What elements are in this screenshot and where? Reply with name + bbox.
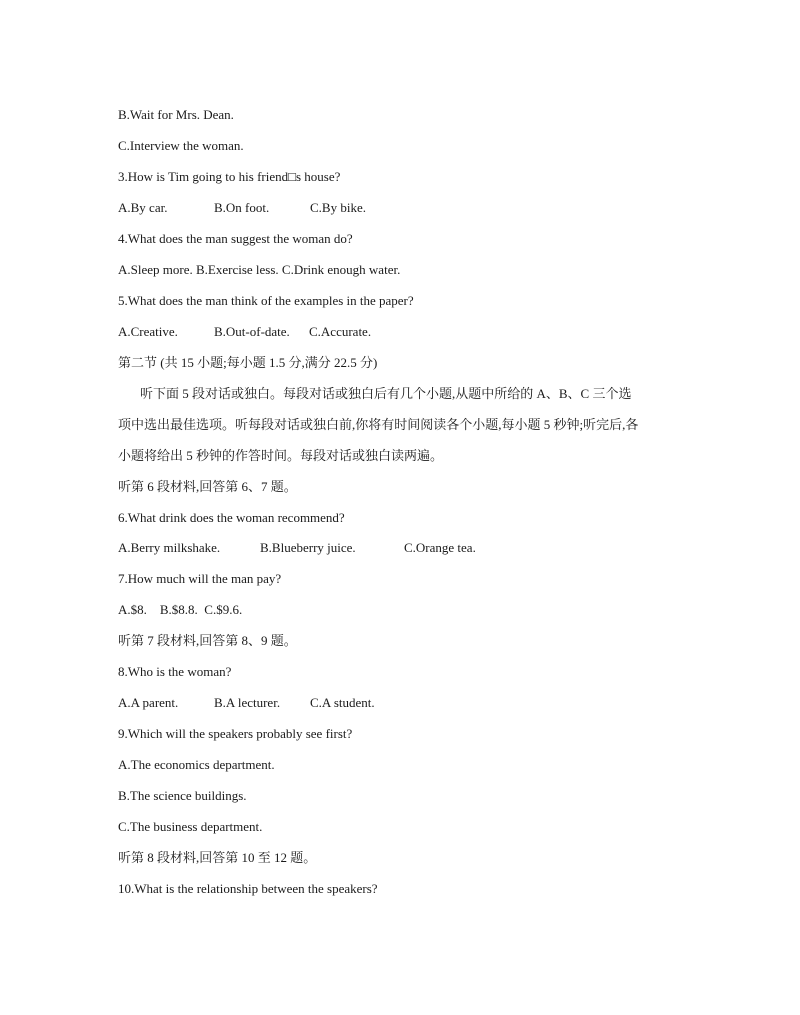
segment-8-heading: 听第 8 段材料,回答第 10 至 12 题。 (118, 850, 317, 865)
segment-7-heading: 听第 7 段材料,回答第 8、9 题。 (118, 633, 297, 648)
section-2-instructions-1: 听下面 5 段对话或独白。每段对话或独白后有几个小题,从题中所给的 A、B、C 三个选 (140, 386, 632, 401)
question-10: 10.What is the relationship between the speakers? (118, 881, 378, 896)
q3-option-c: C.By bike. (310, 200, 366, 215)
q8-option-c: C.A student. (310, 695, 375, 710)
q9-option-a: A.The economics department. (118, 757, 275, 772)
q9-option-c: C.The business department. (118, 819, 263, 834)
segment-6-heading: 听第 6 段材料,回答第 6、7 题。 (118, 479, 297, 494)
section-2-instructions-2: 项中选出最佳选项。听每段对话或独白前,你将有时间阅读各个小题,每小题 5 秒钟;听完后,各 (118, 417, 639, 432)
q5-option-c: C.Accurate. (309, 324, 372, 339)
question-5: 5.What does the man think of the examples in the paper? (118, 293, 414, 308)
question-7: 7.How much will the man pay? (118, 571, 282, 586)
q6-option-c: C.Orange tea. (404, 540, 476, 555)
q5-option-a: A.Creative. (118, 324, 178, 339)
question-6-options (118, 540, 476, 556)
q2-option-c: C.Interview the woman. (118, 138, 244, 153)
question-6: 6.What drink does the woman recommend? (118, 510, 345, 525)
q3-option-a: A.By car. (118, 200, 168, 215)
question-8: 8.Who is the woman? (118, 664, 232, 679)
question-3: 3.How is Tim going to his friend□s house? (118, 169, 341, 184)
question-8-options (118, 695, 375, 711)
question-9: 9.Which will the speakers probably see first? (118, 726, 353, 741)
question-4-options: A.Sleep more. B.Exercise less. C.Drink enough water. (118, 262, 401, 277)
question-7-options: A.$8. B.$8.8. C.$9.6. (118, 602, 243, 617)
q9-option-b: B.The science buildings. (118, 788, 247, 803)
question-4: 4.What does the man suggest the woman do? (118, 231, 353, 246)
q6-option-b: B.Blueberry juice. (260, 540, 356, 555)
q2-option-b: B.Wait for Mrs. Dean. (118, 107, 234, 122)
section-2-instructions-3: 小题将给出 5 秒钟的作答时间。每段对话或独白读两遍。 (118, 448, 444, 463)
q8-option-a: A.A parent. (118, 695, 179, 710)
q3-option-b: B.On foot. (214, 200, 270, 215)
section-2-heading: 第二节 (共 15 小题;每小题 1.5 分,满分 22.5 分) (118, 355, 378, 370)
q6-option-a: A.Berry milkshake. (118, 540, 221, 555)
question-3-options (118, 200, 366, 216)
q5-option-b: B.Out-of-date. (214, 324, 290, 339)
q8-option-b: B.A lecturer. (214, 695, 281, 710)
question-5-options (118, 324, 371, 340)
